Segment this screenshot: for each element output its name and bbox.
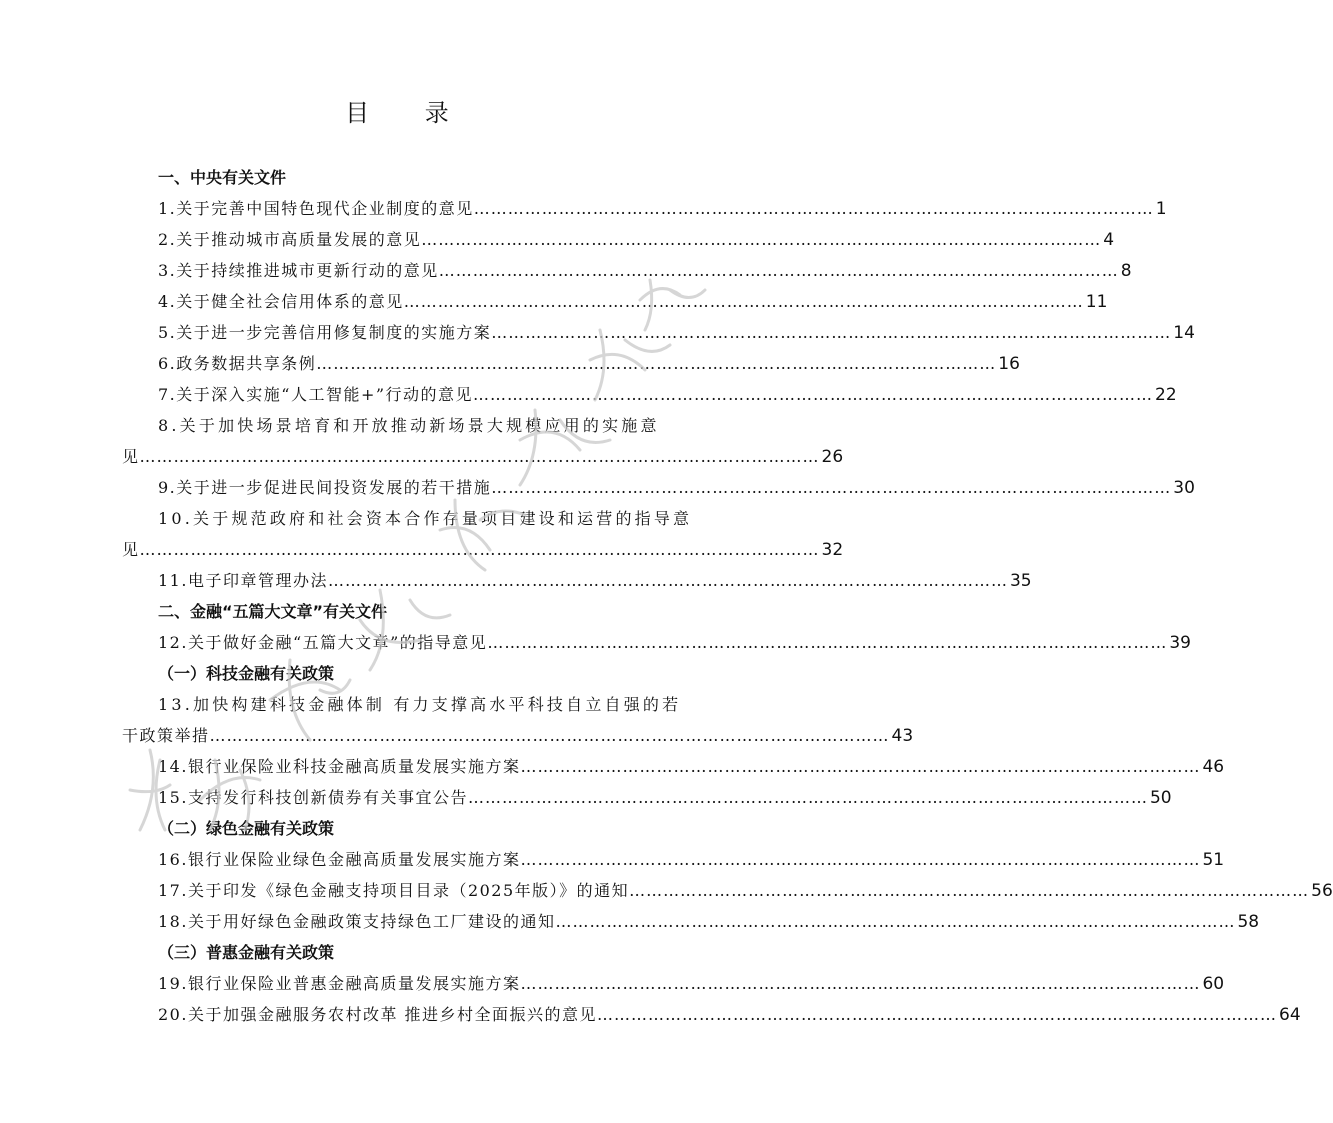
toc-entry-title-line[interactable]: 13.加快构建科技金融体制 有力支撑高水平科技自立自强的若 xyxy=(158,695,682,714)
table-of-contents xyxy=(122,162,1333,1030)
toc-page-number: 51 xyxy=(1202,850,1225,870)
toc-leader-dots: ………………………………………………………………………………………………………… xyxy=(403,292,1084,311)
toc-entry-title: 20.关于加强金融服务农村改革 推进乡村全面振兴的意见 xyxy=(158,1005,598,1024)
toc-entry-title: 15.支持发行科技创新债券有关事宜公告 xyxy=(158,788,468,807)
toc-entry[interactable] xyxy=(122,317,1195,348)
toc-entry-continuation[interactable] xyxy=(122,720,914,751)
toc-entry[interactable] xyxy=(122,286,1108,317)
toc-page-number: 39 xyxy=(1169,633,1191,653)
subsection-heading: （二）绿色金融有关政策 xyxy=(158,819,335,838)
subsection-heading: （三）普惠金融有关政策 xyxy=(158,943,335,962)
toc-entry[interactable] xyxy=(122,968,1225,999)
toc-leader-dots: ………………………………………………………………………………………………………… xyxy=(139,540,820,559)
toc-page-number: 32 xyxy=(821,540,844,560)
toc-page-number: 16 xyxy=(998,354,1020,374)
toc-entry-title: 17.关于印发《绿色金融支持项目目录（2025年版）》的通知 xyxy=(158,881,630,900)
toc-page-number: 60 xyxy=(1202,974,1225,994)
toc-entry-title: 2.关于推动城市高质量发展的意见 xyxy=(158,230,422,249)
subsection-heading: （一）科技金融有关政策 xyxy=(158,664,335,683)
toc-leader-dots: ………………………………………………………………………………………………………… xyxy=(421,230,1102,249)
toc-page-number: 4 xyxy=(1103,230,1115,250)
toc-entry-title-line[interactable]: 10.关于规范政府和社会资本合作存量项目建设和运营的指导意 xyxy=(158,509,693,528)
toc-page-number: 30 xyxy=(1173,478,1195,498)
toc-leader-dots: ………………………………………………………………………………………………………… xyxy=(316,354,997,373)
toc-page-number: 43 xyxy=(891,726,914,746)
toc-entry-title: 7.关于深入实施“人工智能+”行动的意见 xyxy=(158,385,474,404)
toc-entry-title: 18.关于用好绿色金融政策支持绿色工厂建设的通知 xyxy=(158,912,556,931)
toc-entry[interactable] xyxy=(122,224,1115,255)
toc-leader-dots: ………………………………………………………………………………………………………… xyxy=(327,571,1008,590)
toc-page-number: 50 xyxy=(1149,788,1172,808)
toc-leader-dots: ………………………………………………………………………………………………………… xyxy=(467,788,1148,807)
toc-leader-dots: ………………………………………………………………………………………………………… xyxy=(520,974,1201,993)
toc-page-number: 14 xyxy=(1173,323,1195,343)
toc-leader-dots: ………………………………………………………………………………………………………… xyxy=(491,478,1172,497)
toc-entry-title: 4.关于健全社会信用体系的意见 xyxy=(158,292,404,311)
toc-entry-title: 9.关于进一步促进民间投资发展的若干措施 xyxy=(158,478,492,497)
toc-entry[interactable] xyxy=(122,875,1333,906)
section-heading: 一、中央有关文件 xyxy=(158,168,287,187)
toc-leader-dots: ………………………………………………………………………………………………………… xyxy=(555,912,1236,931)
toc-leader-dots: ………………………………………………………………………………………………………… xyxy=(597,1005,1278,1024)
toc-entry[interactable] xyxy=(122,472,1195,503)
toc-entry[interactable] xyxy=(122,999,1301,1030)
toc-entry-title-cont: 见 xyxy=(122,447,140,466)
toc-entry-title: 5.关于进一步完善信用修复制度的实施方案 xyxy=(158,323,492,342)
toc-page-number: 8 xyxy=(1120,261,1132,281)
toc-page-number: 64 xyxy=(1279,1005,1301,1025)
toc-entry-title: 3.关于持续推进城市更新行动的意见 xyxy=(158,261,439,280)
toc-leader-dots: ………………………………………………………………………………………………………… xyxy=(139,447,820,466)
toc-leader-dots: ………………………………………………………………………………………………………… xyxy=(473,385,1154,404)
toc-entry-title-cont: 见 xyxy=(122,540,140,559)
toc-entry-title-cont: 干政策举措 xyxy=(122,726,210,745)
toc-entry[interactable] xyxy=(122,844,1225,875)
toc-page-number: 22 xyxy=(1155,385,1177,405)
toc-entry-continuation[interactable] xyxy=(122,441,844,472)
toc-entry-title: 6.政务数据共享条例 xyxy=(158,354,317,373)
toc-page-number: 46 xyxy=(1202,757,1225,777)
toc-entry[interactable] xyxy=(122,348,1020,379)
toc-entry[interactable] xyxy=(122,751,1225,782)
toc-entry-title: 12.关于做好金融“五篇大文章”的指导意见 xyxy=(158,633,488,652)
toc-leader-dots: ………………………………………………………………………………………………………… xyxy=(520,850,1201,869)
toc-entry[interactable] xyxy=(122,782,1172,813)
toc-entry[interactable] xyxy=(122,565,1032,596)
toc-entry[interactable] xyxy=(122,906,1260,937)
toc-leader-dots: ………………………………………………………………………………………………………… xyxy=(209,726,890,745)
toc-entry[interactable] xyxy=(122,379,1177,410)
page-title: 目 录 xyxy=(345,99,473,127)
toc-leader-dots: ………………………………………………………………………………………………………… xyxy=(629,881,1310,900)
toc-entry[interactable] xyxy=(122,627,1191,658)
toc-entry[interactable] xyxy=(122,255,1132,286)
section-heading: 二、金融“五篇大文章”有关文件 xyxy=(158,602,388,621)
toc-page-number: 58 xyxy=(1237,912,1260,932)
toc-page-number: 26 xyxy=(821,447,844,467)
toc-page-number: 1 xyxy=(1155,199,1167,219)
toc-leader-dots: ………………………………………………………………………………………………………… xyxy=(438,261,1119,280)
toc-entry-title: 1.关于完善中国特色现代企业制度的意见 xyxy=(158,199,474,218)
toc-leader-dots: ………………………………………………………………………………………………………… xyxy=(520,757,1201,776)
toc-page-number: 56 xyxy=(1311,881,1333,901)
toc-entry-title: 14.银行业保险业科技金融高质量发展实施方案 xyxy=(158,757,521,776)
toc-entry-continuation[interactable] xyxy=(122,534,844,565)
toc-leader-dots: ………………………………………………………………………………………………………… xyxy=(491,323,1172,342)
toc-entry-title: 11.电子印章管理办法 xyxy=(158,571,328,590)
toc-entry-title: 19.银行业保险业普惠金融高质量发展实施方案 xyxy=(158,974,521,993)
toc-page-number: 11 xyxy=(1085,292,1108,312)
toc-entry[interactable] xyxy=(122,193,1167,224)
toc-entry-title: 16.银行业保险业绿色金融高质量发展实施方案 xyxy=(158,850,521,869)
toc-leader-dots: ………………………………………………………………………………………………………… xyxy=(473,199,1154,218)
toc-page-number: 35 xyxy=(1009,571,1032,591)
toc-leader-dots: ………………………………………………………………………………………………………… xyxy=(487,633,1168,652)
toc-entry-title-line[interactable]: 8.关于加快场景培育和开放推动新场景大规模应用的实施意 xyxy=(158,416,660,435)
